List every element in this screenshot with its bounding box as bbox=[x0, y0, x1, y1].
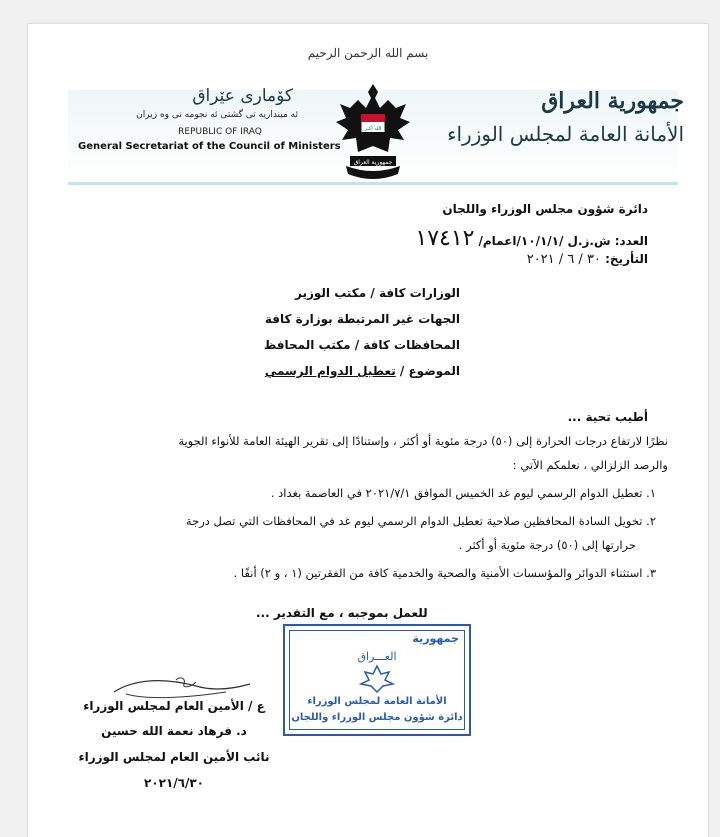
item-2-line-2: حرارتها إلى (٥٠) درجة مئوية أو أكثر . bbox=[458, 538, 636, 552]
department-name: دائرة شؤون مجلس الوزراء واللجان bbox=[442, 202, 648, 216]
item-3: ٣. استثناء الدوائر والمؤسسات الأمنية والصحية والخدمية كافة من الفقرتين (١ ، و ٢) أنفًا . bbox=[233, 566, 656, 580]
country-name-arabic: جمهورية العراق bbox=[541, 88, 684, 114]
reference-date-handwritten: ٣٠ / ٦ / ٢٠٢١ bbox=[526, 252, 601, 267]
signatory-position: نائب الأمين العام لمجلس الوزراء bbox=[78, 750, 270, 764]
document-page bbox=[28, 24, 708, 837]
stamp-line-2: دائرة شؤون مجلس الوزراء واللجان bbox=[291, 712, 463, 723]
stamp-eagle-icon bbox=[357, 664, 397, 694]
signature-title: ع / الأمين العام لمجلس الوزراء bbox=[83, 699, 265, 713]
country-name-kurdish: كۆماری عێراق bbox=[192, 86, 293, 106]
stamp-line-1: الأمانة العامة لمجلس الوزراء bbox=[307, 696, 447, 707]
secretariat-name-arabic: الأمانة العامة لمجلس الوزراء bbox=[447, 122, 684, 146]
intro-line-1: نظرًا لارتفاع درجات الحرارة إلى (٥٠) درجة مئوية أو أكثر ، وإستنادًا إلى تقرير الهيئة العامة للأنواء الجوية bbox=[178, 434, 668, 448]
secretariat-name-kurdish: ئه مینداریه تی گشتی ئه نجومه نی وه زیران bbox=[136, 110, 298, 120]
svg-text:الله أكبر: الله أكبر bbox=[364, 126, 382, 132]
recipient-3: المحافظات كافة / مكتب المحافظ bbox=[263, 338, 460, 352]
stamp-country: العـــراق bbox=[357, 650, 397, 663]
reference-number-label: العدد: ش.ز.ل /١٠/١/١/اعمام/ bbox=[478, 234, 648, 248]
basmala: بسم الله الرحمن الرحيم bbox=[307, 46, 429, 60]
item-2-line-1: ٢. تخويل السادة المحافظين صلاحية تعطيل الدوام الرسمي ليوم غد في المحافظات التي تصل درجة bbox=[185, 514, 656, 528]
greeting: أطيب تحية ... bbox=[567, 410, 648, 424]
reference-number-handwritten: ١٧٤١٢ bbox=[415, 226, 475, 251]
signatory-name: د. فرهاد نعمة الله حسين bbox=[101, 724, 247, 738]
intro-line-2: والرصد الزلزالي ، نعلمكم الآتي : bbox=[512, 458, 668, 472]
official-stamp bbox=[283, 624, 471, 736]
subject-line bbox=[265, 364, 460, 378]
reference-date bbox=[527, 252, 648, 267]
stamp-top-text: جمهورية bbox=[412, 632, 459, 645]
secretariat-name-english: General Secretariat of the Council of Ministers bbox=[78, 141, 341, 152]
subject-label: الموضوع / bbox=[399, 364, 460, 378]
recipient-2: الجهات غير المرتبطة بوزارة كافة bbox=[264, 312, 460, 326]
reference-date-label: التأريخ: bbox=[605, 252, 648, 266]
closing-line: للعمل بموجبه ، مع التقدير ... bbox=[256, 606, 428, 620]
reference-number bbox=[415, 226, 648, 251]
recipient-1: الوزارات كافة / مكتب الوزير bbox=[295, 286, 460, 300]
item-1: ١. تعطيل الدوام الرسمي ليوم غد الخميس الموافق ٢٠٢١/٧/١ في العاصمة بغداد . bbox=[270, 486, 656, 500]
eagle-emblem-icon bbox=[328, 78, 418, 186]
country-name-english: REPUBLIC OF IRAQ bbox=[178, 127, 262, 137]
handwritten-signature bbox=[106, 674, 256, 702]
signature-date: ٢٠٢١/٦/٣٠ bbox=[143, 776, 205, 790]
subject-text: تعطيل الدوام الرسمي bbox=[264, 364, 396, 378]
emblem-banner-text: جمهورية العراق bbox=[353, 159, 393, 166]
